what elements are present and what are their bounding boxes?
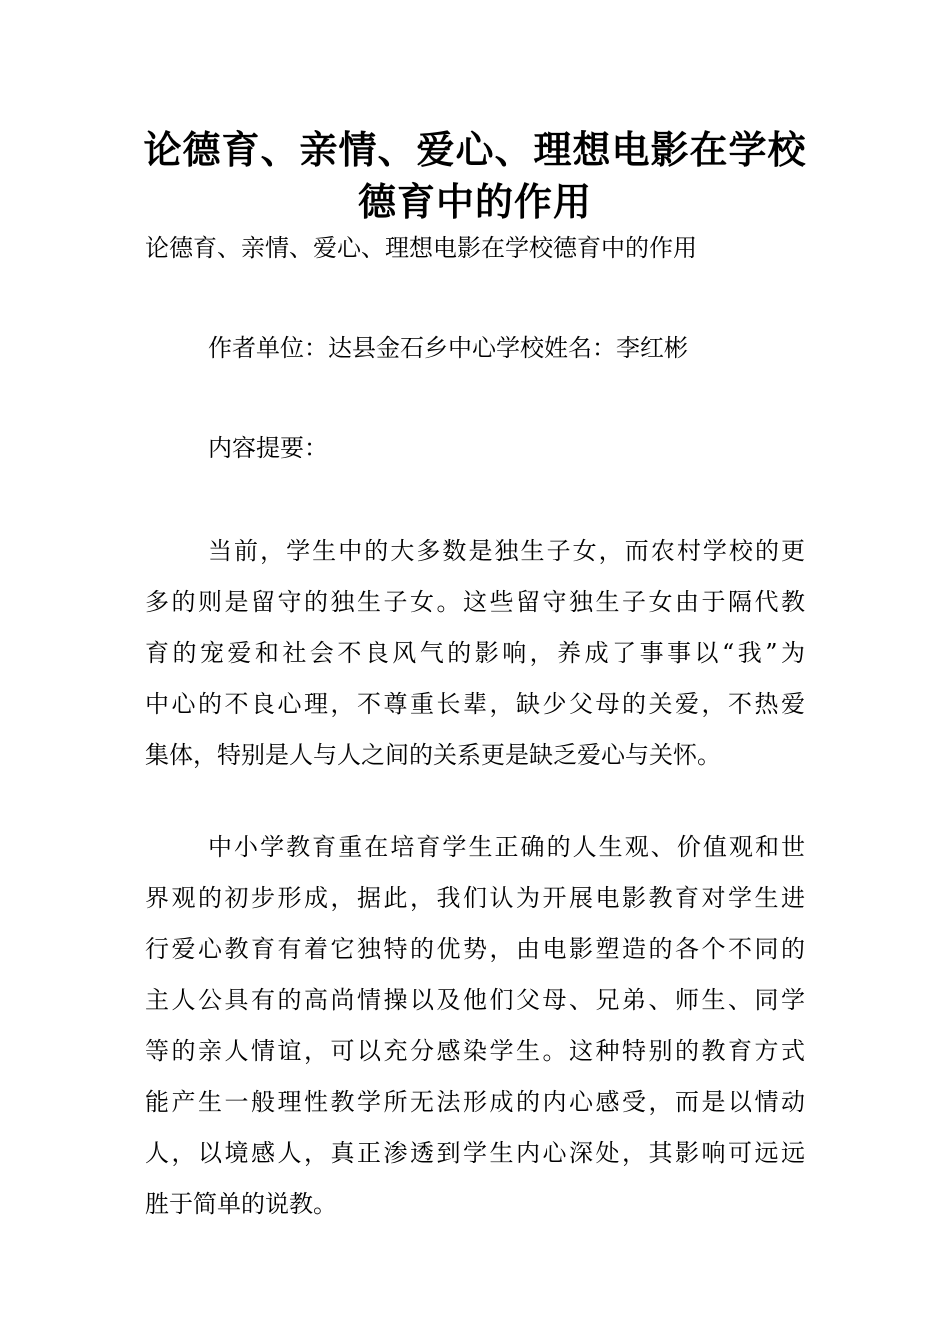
paragraph-line: 胜于简单的说教。 bbox=[145, 1190, 337, 1218]
paragraph-line: 集体，特别是人与人之间的关系更是缺乏爱心与关怀。 bbox=[145, 741, 721, 769]
paragraph-line: 主人公具有的高尚情操以及他们父母、兄弟、师生、同学 bbox=[145, 986, 805, 1014]
paragraph-line: 中小学教育重在培育学生正确的人生观、价值观和世 bbox=[208, 833, 805, 861]
paragraph-line: 育的宠爱和社会不良风气的影响，养成了事事以“我”为 bbox=[145, 639, 805, 667]
abstract-heading: 内容提要： bbox=[208, 434, 328, 462]
paragraph-line: 多的则是留守的独生子女。这些留守独生子女由于隔代教 bbox=[145, 588, 805, 616]
paragraph-line: 界观的初步形成，据此，我们认为开展电影教育对学生进 bbox=[145, 884, 805, 912]
paragraph-line: 中心的不良心理，不尊重长辈，缺少父母的关爱，不热爱 bbox=[145, 690, 805, 718]
abstract-paragraph-2 bbox=[145, 822, 805, 1230]
document-title bbox=[130, 124, 820, 228]
title-line-1: 论德育、亲情、爱心、理想电影在学校 bbox=[143, 128, 807, 172]
document-subtitle: 论德育、亲情、爱心、理想电影在学校德育中的作用 bbox=[145, 234, 697, 262]
paragraph-line: 等的亲人情谊，可以充分感染学生。这种特别的教育方式 bbox=[145, 1037, 805, 1065]
paragraph-line: 人，以境感人，真正渗透到学生内心深处，其影响可远远 bbox=[145, 1139, 805, 1167]
paragraph-line: 行爱心教育有着它独特的优势，由电影塑造的各个不同的 bbox=[145, 935, 805, 963]
author-info: 作者单位：达县金石乡中心学校姓名：李红彬 bbox=[208, 334, 688, 362]
paragraph-line: 当前，学生中的大多数是独生子女，而农村学校的更 bbox=[208, 537, 805, 565]
paragraph-line: 能产生一般理性教学所无法形成的内心感受，而是以情动 bbox=[145, 1088, 805, 1116]
title-line-2: 德育中的作用 bbox=[357, 180, 592, 224]
abstract-paragraph-1 bbox=[145, 526, 805, 781]
